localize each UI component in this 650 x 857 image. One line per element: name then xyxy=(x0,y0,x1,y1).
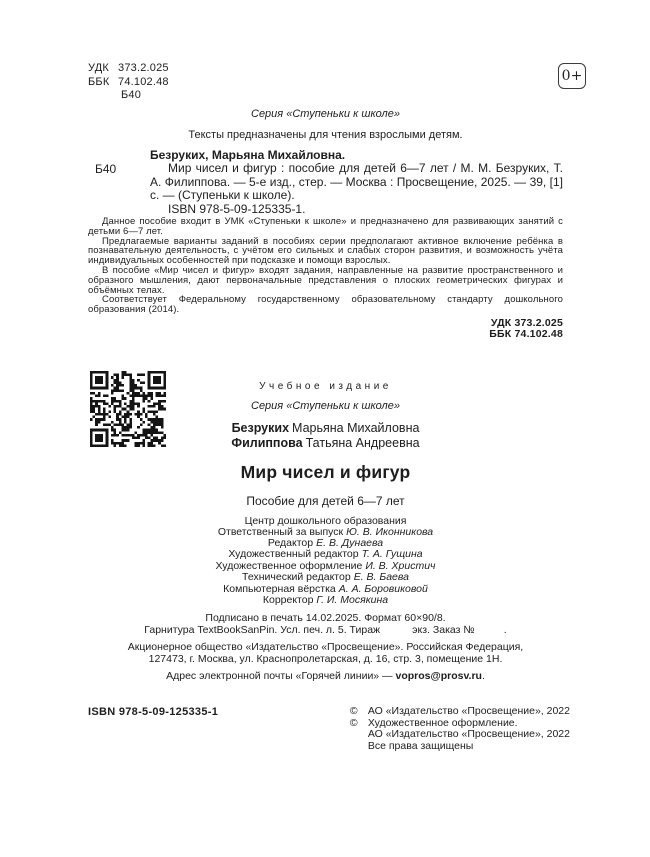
copyright-text: АО «Издательство «Просвещение», 2022 xyxy=(367,728,570,741)
annotation-paragraph: Соответствует Федеральному государственному образовательному стандарту дошкольного образования (2014). xyxy=(88,294,563,316)
book-subtitle: Пособие для детей 6—7 лет xyxy=(246,493,405,508)
footer xyxy=(88,706,570,752)
bib-description: Мир чисел и фигур : пособие для детей 6—7 лет / М. М. Безруких, Т. А. Филиппова. — 5-е изд., стер. — Москва : Просвещение, 2025. — 39, [1] с. — (Ступеньки к школе). xyxy=(150,161,563,202)
colophon-series: Серия «Ступеньки к школе» xyxy=(251,399,400,412)
author-surname: Филиппова xyxy=(231,435,303,450)
reading-note: Тексты предназначены для чтения взрослыми детям. xyxy=(188,128,463,141)
credit-role: Художественный редактор xyxy=(228,548,359,561)
credit-name: Е. В. Баева xyxy=(353,571,409,584)
bbk-line xyxy=(88,76,563,90)
book-title: Мир чисел и фигур xyxy=(240,461,411,482)
hotline-line xyxy=(88,670,563,682)
hotline-prefix: Адрес электронной почты «Горячей линии» — xyxy=(166,670,396,683)
classification-codes-bottom xyxy=(88,318,563,340)
print-info xyxy=(88,612,563,636)
credit-role: Технический редактор xyxy=(242,571,351,584)
credit-role: Редактор xyxy=(267,536,314,549)
age-rating-badge: 0+ xyxy=(558,63,586,89)
udk-label: УДК xyxy=(88,62,109,74)
print-line: Гарнитура TextBookSanPin. Усл. печ. л. 5. Тираж экз. Заказ № . xyxy=(144,624,507,637)
annotation-paragraph: Данное пособие входит в УМК «Ступеньки к школе» и предназначено для развивающих занятий с детьми 6—7 лет. xyxy=(88,216,563,237)
copyright-icon: © xyxy=(349,705,358,717)
copyright-text: Художественное оформление. xyxy=(367,716,518,729)
hotline-suffix: . xyxy=(481,670,485,683)
bbk-value: 74.102.48 xyxy=(118,75,169,88)
copyright-text: Все права защищены xyxy=(367,739,474,752)
udk-bottom: УДК 373.2.025 xyxy=(490,316,563,329)
qr-code xyxy=(90,371,166,447)
author-surname: Безруких xyxy=(231,420,290,435)
copyright-icon xyxy=(350,741,366,753)
annotation-paragraph: Предлагаемые варианты заданий в пособиях серии предполагают активное включение ребёнка в познавательную деятельность, с учётом его сильных и слабых сторон развития, и возможность учёта индивидуальных особенностей при подсказке и помощи взрослых. xyxy=(88,235,563,267)
bbk-label: ББК xyxy=(88,75,110,88)
bbk-bottom: ББК 74.102.48 xyxy=(489,327,563,340)
credits-block xyxy=(88,527,563,607)
publisher-line: 127473, г. Москва, ул. Краснопролетарская, д. 16, стр. 3, помещение 1Н. xyxy=(148,653,503,666)
credit-line xyxy=(88,595,563,606)
credit-role: Ответственный за выпуск xyxy=(217,525,344,538)
udk-value: 373.2.025 xyxy=(118,62,169,74)
credit-name: Т. А. Гущина xyxy=(361,548,423,561)
credit-name: Е. В. Дунаева xyxy=(316,536,384,549)
print-line: Подписано в печать 14.02.2025. Формат 60×90/8. xyxy=(205,612,446,625)
credit-role: Компьютерная вёрстка xyxy=(223,582,336,595)
bibliographic-entry xyxy=(95,147,563,217)
author-name: Марьяна Михайловна xyxy=(292,420,420,435)
copyright-icon: © xyxy=(349,716,358,729)
author-sign: Б40 xyxy=(121,89,142,101)
credit-role: Корректор xyxy=(262,594,314,606)
udk-line xyxy=(88,62,563,76)
hotline-email: vopros@prosv.ru xyxy=(395,670,482,683)
publisher-address xyxy=(88,641,563,665)
isbn-bottom: ISBN 978-5-09-125335-1 xyxy=(88,706,219,718)
credit-name: Г. И. Мосякина xyxy=(316,594,389,606)
author-name: Татьяна Андреевна xyxy=(305,435,420,450)
bib-author-line: Безруких, Марьяна Михайловна. xyxy=(150,147,346,162)
annotation xyxy=(88,217,563,315)
copyright-icon xyxy=(350,729,366,741)
edition-type: Учебное издание xyxy=(259,380,392,392)
classification-codes-top xyxy=(88,62,563,103)
copyright-text: АО «Издательство «Просвещение», 2022 xyxy=(367,705,570,717)
copyright-block xyxy=(350,706,570,752)
credit-name: Ю. В. Иконникова xyxy=(346,525,434,538)
credit-name: А. А. Боровиковой xyxy=(338,582,428,595)
credit-role: Художественное оформление xyxy=(215,559,363,572)
bib-isbn: ISBN 978-5-09-125335-1. xyxy=(168,201,306,216)
credit-name: И. В. Христич xyxy=(365,559,436,572)
department: Центр дошкольного образования xyxy=(244,514,407,527)
series-note: Серия «Ступеньки к школе» xyxy=(251,107,400,120)
annotation-paragraph: В пособие «Мир чисел и фигур» входят задания, направленные на развитие пространственного и образного мышления, дают первоначальные представления о плоских геометрических фигурах и объёмных телах. xyxy=(88,264,563,296)
publisher-line: Акционерное общество «Издательство «Просвещение». Российская Федерация, xyxy=(127,641,524,654)
bib-author-sign: Б40 xyxy=(95,161,117,176)
